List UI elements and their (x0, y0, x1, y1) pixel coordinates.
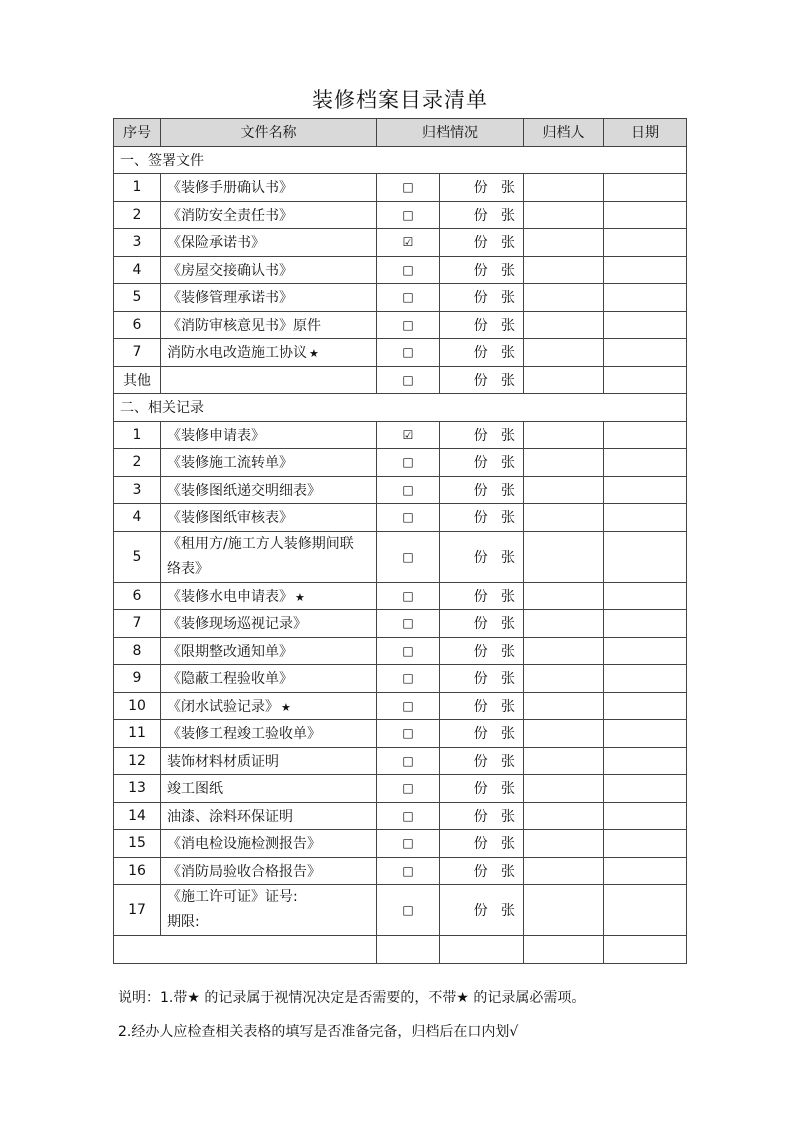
file-name-line-1: 《施工许可证》证号: (167, 889, 298, 905)
row-file-name (161, 229, 377, 257)
row-seq: 15 (114, 830, 161, 858)
empty-row (114, 936, 687, 964)
copies-sheets: 份 张 (440, 256, 524, 284)
row-file-name (161, 421, 377, 449)
archiver-cell[interactable] (524, 504, 604, 532)
date-cell[interactable] (604, 504, 687, 532)
table-row (114, 366, 687, 394)
row-seq: 7 (114, 339, 161, 367)
copies-sheets: 份 张 (440, 504, 524, 532)
row-seq: 1 (114, 174, 161, 202)
table-row (114, 284, 687, 312)
note-line-2: 2.经办人应检查相关表格的填写是否准备完备，归档后在口内划√ (118, 1024, 519, 1040)
archive-checkbox[interactable]: □ (377, 610, 440, 638)
row-file-name (161, 857, 377, 885)
table-row (114, 637, 687, 665)
copies-sheets: 份 张 (440, 582, 524, 610)
date-cell[interactable] (604, 802, 687, 830)
archiver-cell[interactable] (524, 256, 604, 284)
archive-checkbox[interactable]: □ (377, 830, 440, 858)
date-cell[interactable] (604, 775, 687, 803)
archiver-cell[interactable] (524, 747, 604, 775)
date-cell[interactable] (604, 201, 687, 229)
copies-sheets: 份 张 (440, 476, 524, 504)
file-name-text: 《装修手册确认书》 (167, 180, 293, 197)
file-name-text: 《装修图纸递交明细表》 (167, 482, 321, 499)
row-file-name (161, 256, 377, 284)
archive-checkbox[interactable]: □ (377, 504, 440, 532)
copies-sheets: 份 张 (440, 775, 524, 803)
table-body (114, 146, 687, 963)
copies-sheets: 份 张 (440, 692, 524, 720)
header-archiver: 归档人 (524, 119, 604, 147)
file-name-text: 装饰材料材质证明 (167, 753, 279, 770)
file-name-text: 《消电检设施检测报告》 (167, 836, 321, 853)
date-cell[interactable] (604, 256, 687, 284)
star-icon: ★ (295, 590, 305, 604)
copies-sheets: 份 张 (440, 174, 524, 202)
archive-checkbox[interactable]: □ (377, 339, 440, 367)
date-cell[interactable] (604, 665, 687, 693)
row-file-name (161, 802, 377, 830)
row-file-name (161, 665, 377, 693)
date-cell[interactable] (604, 885, 687, 936)
table-row (114, 339, 687, 367)
archiver-cell[interactable] (524, 610, 604, 638)
row-seq: 14 (114, 802, 161, 830)
archive-checkbox[interactable]: □ (377, 885, 440, 936)
file-name-text: 《装修工程竣工验收单》 (167, 726, 321, 743)
archive-checkbox[interactable]: □ (377, 449, 440, 477)
star-icon: ★ (281, 700, 291, 714)
file-name-text: 《装修管理承诺书》 (167, 290, 293, 307)
archiver-cell[interactable] (524, 366, 604, 394)
archiver-cell[interactable] (524, 449, 604, 477)
date-cell[interactable] (604, 476, 687, 504)
file-name-line-1: 《租用方/施工方人装修期间联 (167, 535, 354, 552)
row-seq: 9 (114, 665, 161, 693)
file-name-text: 《消防审核意见书》原件 (167, 317, 321, 334)
archive-checkbox[interactable]: □ (377, 201, 440, 229)
file-name-text: 《装修施工流转单》 (167, 455, 293, 472)
copies-sheets: 份 张 (440, 229, 524, 257)
copies-sheets: 份 张 (440, 857, 524, 885)
archive-checkbox[interactable]: □ (377, 802, 440, 830)
archive-checkbox[interactable]: □ (377, 256, 440, 284)
archiver-cell[interactable] (524, 174, 604, 202)
copies-sheets: 份 张 (440, 366, 524, 394)
row-file-name (161, 339, 377, 367)
row-file-name (161, 582, 377, 610)
row-file-name (161, 476, 377, 504)
row-seq: 12 (114, 747, 161, 775)
copies-sheets: 份 张 (440, 637, 524, 665)
table-row (114, 720, 687, 748)
archive-checkbox[interactable]: □ (377, 366, 440, 394)
table-row (114, 256, 687, 284)
table-row (114, 857, 687, 885)
row-file-name (161, 531, 377, 582)
archive-checkbox[interactable]: □ (377, 582, 440, 610)
date-cell[interactable] (604, 610, 687, 638)
row-seq: 其他 (114, 366, 161, 394)
table-row (114, 692, 687, 720)
archive-checkbox[interactable]: ☑ (377, 421, 440, 449)
archiver-cell[interactable] (524, 885, 604, 936)
archiver-cell[interactable] (524, 339, 604, 367)
row-seq: 2 (114, 449, 161, 477)
archiver-cell[interactable] (524, 665, 604, 693)
archiver-cell[interactable] (524, 802, 604, 830)
archiver-cell[interactable] (524, 284, 604, 312)
archive-checkbox[interactable]: □ (377, 311, 440, 339)
file-name-text: 《房屋交接确认书》 (167, 262, 293, 279)
archive-checkbox[interactable]: □ (377, 284, 440, 312)
row-seq: 5 (114, 531, 161, 582)
row-file-name (161, 311, 377, 339)
archive-checkbox[interactable]: □ (377, 665, 440, 693)
file-name-text: 《装修现场巡视记录》 (167, 616, 307, 633)
table-row (114, 421, 687, 449)
row-seq: 11 (114, 720, 161, 748)
file-name-text: 《装修图纸审核表》 (167, 510, 293, 527)
header-archive-status: 归档情况 (377, 119, 524, 147)
row-seq: 16 (114, 857, 161, 885)
table-row (114, 830, 687, 858)
row-file-name (161, 637, 377, 665)
row-file-name (161, 692, 377, 720)
note-line-1: 说明：1.带★ 的记录属于视情况决定是否需要的，不带★ 的记录属必需项。 (118, 990, 586, 1006)
file-name-text: 消防水电改造施工协议 (167, 345, 307, 362)
date-cell[interactable] (604, 229, 687, 257)
empty-cell[interactable] (604, 936, 687, 964)
empty-cell[interactable] (524, 936, 604, 964)
date-cell[interactable] (604, 582, 687, 610)
row-seq: 13 (114, 775, 161, 803)
copies-sheets: 份 张 (440, 449, 524, 477)
section-title: 一、签署文件 (114, 146, 687, 174)
file-name-text: 《闭水试验记录》 (167, 698, 279, 715)
archive-checkbox[interactable]: □ (377, 775, 440, 803)
row-file-name (161, 201, 377, 229)
table-row (114, 476, 687, 504)
row-seq: 4 (114, 256, 161, 284)
copies-sheets: 份 张 (440, 802, 524, 830)
archive-checkbox[interactable]: □ (377, 174, 440, 202)
archive-checkbox[interactable]: □ (377, 747, 440, 775)
archiver-cell[interactable] (524, 476, 604, 504)
copies-sheets: 份 张 (440, 284, 524, 312)
table-row (114, 449, 687, 477)
row-file-name (161, 366, 377, 394)
row-file-name (161, 449, 377, 477)
archiver-cell[interactable] (524, 311, 604, 339)
archive-checkbox[interactable]: ☑ (377, 229, 440, 257)
header-date: 日期 (604, 119, 687, 147)
copies-sheets: 份 张 (440, 830, 524, 858)
empty-cell[interactable] (114, 936, 377, 964)
table-row (114, 665, 687, 693)
file-name-text: 《装修水电申请表》 (167, 588, 293, 605)
copies-sheets: 份 张 (440, 531, 524, 582)
archive-checkbox[interactable]: □ (377, 857, 440, 885)
file-name-text: 《消防安全责任书》 (167, 207, 293, 224)
archiver-cell[interactable] (524, 421, 604, 449)
archiver-cell[interactable] (524, 692, 604, 720)
date-cell[interactable] (604, 747, 687, 775)
section-row (114, 146, 687, 174)
file-name-text: 《限期整改通知单》 (167, 643, 293, 660)
row-seq: 10 (114, 692, 161, 720)
date-cell[interactable] (604, 311, 687, 339)
copies-sheets: 份 张 (440, 610, 524, 638)
table-row (114, 504, 687, 532)
archiver-cell[interactable] (524, 720, 604, 748)
copies-sheets: 份 张 (440, 885, 524, 936)
row-file-name (161, 610, 377, 638)
date-cell[interactable] (604, 692, 687, 720)
empty-cell[interactable] (440, 936, 524, 964)
archiver-cell[interactable] (524, 775, 604, 803)
file-name-line-2: 期限: (167, 914, 200, 930)
star-icon: ★ (309, 347, 319, 361)
row-seq: 4 (114, 504, 161, 532)
date-cell[interactable] (604, 284, 687, 312)
archiver-cell[interactable] (524, 229, 604, 257)
date-cell[interactable] (604, 857, 687, 885)
row-file-name (161, 830, 377, 858)
copies-sheets: 份 张 (440, 747, 524, 775)
row-file-name (161, 747, 377, 775)
table-header-row (114, 119, 687, 147)
row-seq: 6 (114, 582, 161, 610)
file-name-text: 《装修申请表》 (167, 427, 265, 444)
row-seq: 8 (114, 637, 161, 665)
table-row (114, 775, 687, 803)
date-cell[interactable] (604, 366, 687, 394)
archive-table (113, 118, 687, 964)
archive-checkbox[interactable]: □ (377, 720, 440, 748)
header-file-name: 文件名称 (161, 119, 377, 147)
archiver-cell[interactable] (524, 830, 604, 858)
table-row (114, 582, 687, 610)
row-seq: 17 (114, 885, 161, 936)
row-file-name (161, 885, 377, 936)
archiver-cell[interactable] (524, 201, 604, 229)
row-seq: 7 (114, 610, 161, 638)
row-seq: 6 (114, 311, 161, 339)
date-cell[interactable] (604, 339, 687, 367)
row-file-name (161, 284, 377, 312)
date-cell[interactable] (604, 531, 687, 582)
archive-checkbox[interactable]: □ (377, 476, 440, 504)
date-cell[interactable] (604, 830, 687, 858)
file-name-line-2: 络表》 (167, 560, 209, 577)
table-row (114, 311, 687, 339)
table-row (114, 531, 687, 582)
date-cell[interactable] (604, 449, 687, 477)
archive-checkbox[interactable]: □ (377, 637, 440, 665)
copies-sheets: 份 张 (440, 339, 524, 367)
table-row (114, 747, 687, 775)
file-name-text: 《消防局验收合格报告》 (167, 863, 321, 880)
archive-checkbox[interactable]: □ (377, 531, 440, 582)
table-row (114, 802, 687, 830)
row-file-name (161, 504, 377, 532)
copies-sheets: 份 张 (440, 720, 524, 748)
row-file-name (161, 775, 377, 803)
archiver-cell[interactable] (524, 637, 604, 665)
row-file-name (161, 174, 377, 202)
date-cell[interactable] (604, 637, 687, 665)
file-name-text: 油漆、涂料环保证明 (167, 808, 293, 825)
row-seq: 2 (114, 201, 161, 229)
row-seq: 3 (114, 229, 161, 257)
header-seq: 序号 (114, 119, 161, 147)
table-row (114, 201, 687, 229)
archiver-cell[interactable] (524, 531, 604, 582)
section-row (114, 394, 687, 422)
row-seq: 3 (114, 476, 161, 504)
table-row (114, 610, 687, 638)
date-cell[interactable] (604, 720, 687, 748)
archiver-cell[interactable] (524, 857, 604, 885)
table-row (114, 885, 687, 936)
file-name-text: 竣工图纸 (167, 781, 223, 798)
copies-sheets: 份 张 (440, 311, 524, 339)
row-seq: 5 (114, 284, 161, 312)
row-file-name (161, 720, 377, 748)
date-cell[interactable] (604, 421, 687, 449)
page-title: 装修档案目录清单 (312, 88, 488, 112)
section-title: 二、相关记录 (114, 394, 687, 422)
empty-cell[interactable] (377, 936, 440, 964)
table-row (114, 229, 687, 257)
copies-sheets: 份 张 (440, 665, 524, 693)
file-name-text: 《保险承诺书》 (167, 235, 265, 252)
table-row (114, 174, 687, 202)
archive-checkbox[interactable]: □ (377, 692, 440, 720)
file-name-text: 《隐蔽工程验收单》 (167, 671, 293, 688)
date-cell[interactable] (604, 174, 687, 202)
copies-sheets: 份 张 (440, 421, 524, 449)
copies-sheets: 份 张 (440, 201, 524, 229)
archiver-cell[interactable] (524, 582, 604, 610)
row-seq: 1 (114, 421, 161, 449)
